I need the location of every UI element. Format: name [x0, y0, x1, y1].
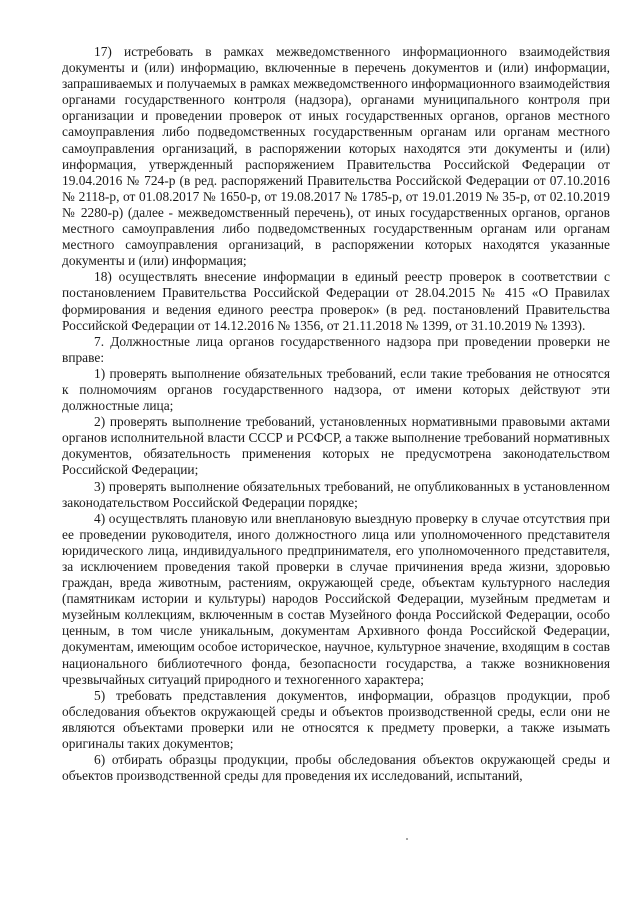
paragraph-subitem-4: 4) осуществлять плановую или внеплановую выездную проверку в случае отсутствия при ее проведении руководителя, иного должностного лица или уполномоченного представителя юридического лица, индивидуального предпринимателя, его уполномоченного представителя, за исключением проведения такой проверки в случае причинения вреда жизни, здоровью граждан, вреда животным, растениям, окружающей среде, объектам культурного наследия (памятникам истории и культуры) народов Российской Федерации, музейным предметам и музейным коллекциям, включенным в состав Музейного фонда Российской Федерации, особо ценным, в том числе уникальным, документам Архивного фонда Российской Федерации, документам, имеющим особое историческое, научное, культурное значение, входящим в состав национального библиотечного фонда, безопасности государства, а также возникновения чрезвычайных ситуаций природного и техногенного характера; — [62, 510, 610, 687]
paragraph-subitem-3: 3) проверять выполнение обязательных требований, не опубликованных в установленном законодательством Российской Федерации порядке; — [62, 478, 610, 510]
paragraph-subitem-5: 5) требовать представления документов, информации, образцов продукции, проб обследования объектов окружающей среды и объектов производственной среды, если они не являются объектами проверки или не относятся к предмету проверки, а также изымать оригиналы таких документов; — [62, 687, 610, 752]
paragraph-section-7-heading: 7. Должностные лица органов государственного надзора при проведении проверки не вправе: — [62, 333, 610, 365]
paragraph-item-18: 18) осуществлять внесение информации в единый реестр проверок в соответствии с постановлением Правительства Российской Федерации от 28.04.2015 № 415 «О Правилах формирования и ведения единого реестра проверок» (в ред. постановлений Правительства Российской Федерации от 14.12.2016 № 1356, от 21.11.2018 № 1399, от 31.10.2019 № 1393). — [62, 269, 610, 333]
document-body — [62, 44, 610, 784]
paragraph-subitem-1: 1) проверять выполнение обязательных требований, если такие требования не относятся к полномочиям органов государственного надзора, от имени которых действуют эти должностные лица; — [62, 365, 610, 414]
paragraph-item-17: 17) истребовать в рамках межведомственного информационного взаимодействия документы и (или) информацию, включенные в перечень документов и (или) информации, запрашиваемых и получаемых в рамках межведомственного информационного взаимодействия органами государственного контроля (надзора), органами муниципального контроля при организации и проведении проверок от иных государственных органов, органов местного самоуправления либо подведомственных государственным органам или органам местного самоуправления организаций, в распоряжении которых находятся эти документы и (или) информация, утвержденный распоряжением Правительства Российской Федерации от 19.04.2016 № 724-р (в ред. распоряжений Правительства Российской Федерации от 07.10.2016 № 2118-р, от 01.08.2017 № 1650-р, от 19.08.2017 № 1785-р, от 19.01.2019 № 35-р, от 02.10.2019 № 2280-р) (далее - межведомственный перечень), от иных государственных органов, органов местного самоуправления либо подведомственных государственным органам или органам местного самоуправления организаций, в распоряжении которых находятся указанные документы и (или) информация; — [62, 44, 610, 269]
scan-speck — [406, 838, 408, 840]
paragraph-subitem-2: 2) проверять выполнение требований, установленных нормативными правовыми актами органов исполнительной власти СССР и РСФСР, а также выполнение требований нормативных документов, обязательность применения которых не предусмотрена законодательством Российской Федерации; — [62, 414, 610, 478]
paragraph-subitem-6: 6) отбирать образцы продукции, пробы обследования объектов окружающей среды и объектов производственной среды для проведения их исследований, испытаний, — [62, 752, 610, 784]
